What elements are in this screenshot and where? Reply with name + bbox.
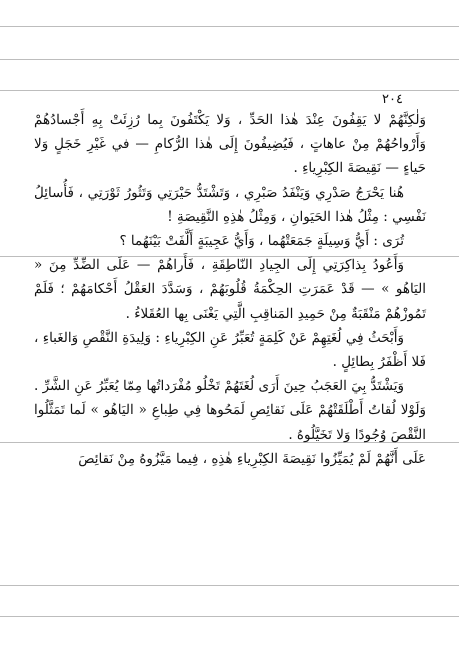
ruled-line — [0, 59, 459, 60]
body-text — [34, 108, 426, 471]
paragraph: تُرَى : أَيُّ وَسِيلَةٍ جَمَعَتْهُما ، وَأَيُّ عَجِيبَةٍ أَلَّفَتْ بَيْنَهُما ؟ — [119, 233, 404, 250]
ruled-line — [0, 616, 459, 617]
paragraph: وَأَبْحَثُ فِي لُغَتِهِمْ عَنْ كَلِمَةٍ تُعَبِّرُ عَنِ الكِبْرِياءِ : وَلِيدَةِ النَّقْصِ وَالغَباءِ ، فَلا أَظْفَرُ بِطائِلٍ . — [34, 329, 426, 371]
paragraph: عَلَى أَنَّهُمْ لَمْ يُمَيِّزُوا نَقِيصَةَ الكِبْرِياءِ هٰذِهِ ، فِيما مَيَّزُوهُ مِنْ نَقائِصَ — [78, 450, 426, 467]
ruled-line — [0, 26, 459, 27]
ruled-line — [0, 90, 459, 91]
paragraph: وَيَشْتَدُّ بِيَ العَجَبُ حِينَ أَرَى لُغَتَهُمْ تَخْلُو مُفْرَداتُها مِمّا يُعَبِّرُ عَنِ الشَّرِّ . وَلَوْلا لُقاتُ أَطْلَقَتْهُمْ عَلَى نَقائِصِ لَمَحُوها فِي طِباعِ « اليَاهُو » لَما تَمَثَّلُوا النَّقْصَ وُجُودًا وَلا تَخَيَّلُوهُ . — [34, 378, 426, 443]
paragraph: وَلٰكِنَّهُمْ لا يَقِفُونَ عِنْدَ هٰذا الحَدِّ ، وَلا يَكْتَفُونَ بِما رُزِئَتْ بِهِ أَجْسادُهُمْ وَأَرْواحُهُمْ مِنْ عاهاتٍ ، فَيُضِيفُونَ إِلَى هٰذا الرُّكامِ — في غَيْرِ خَجَلٍ وَلا حَياءٍ — نَقِيصَةَ الكِبْرِياءِ . — [34, 112, 426, 177]
paragraph: وَأَعُودُ بِذاكِرَتِي إِلَى الجِيادِ النّاطِقَةِ ، فَأَراهُمْ — عَلَى الضِّدِّ مِنَ « اليَاهُو » — قَدْ عَمَرَتِ الحِكْمَةُ قُلُوبَهُمْ ، وَسَدَّدَ العَقْلُ أَحْكامَهُمْ ؛ فَلَمْ تَمُوزْهُمْ مَنْقَبَةٌ مِنْ حَمِيدِ المَناقِبِ الَّتِي يَغْنَى بِها العُقَلاءُ . — [34, 257, 426, 322]
paragraph: هُنا يَحْرَجُ صَدْرِي وَيَنْفَدُ صَبْرِي ، وَتَشْتَدُّ حَيْرَتِي وَتَثُورُ ثَوْرَتِي ، فَأُسائِلُ نَفْسِي : مِثْلُ هٰذا الحَيَوانِ ، وَمِثْلُ هٰذِهِ النَّقِيصَةِ ! — [34, 184, 426, 225]
ruled-line — [0, 585, 459, 586]
page-number: ٢٠٤ — [382, 92, 403, 107]
